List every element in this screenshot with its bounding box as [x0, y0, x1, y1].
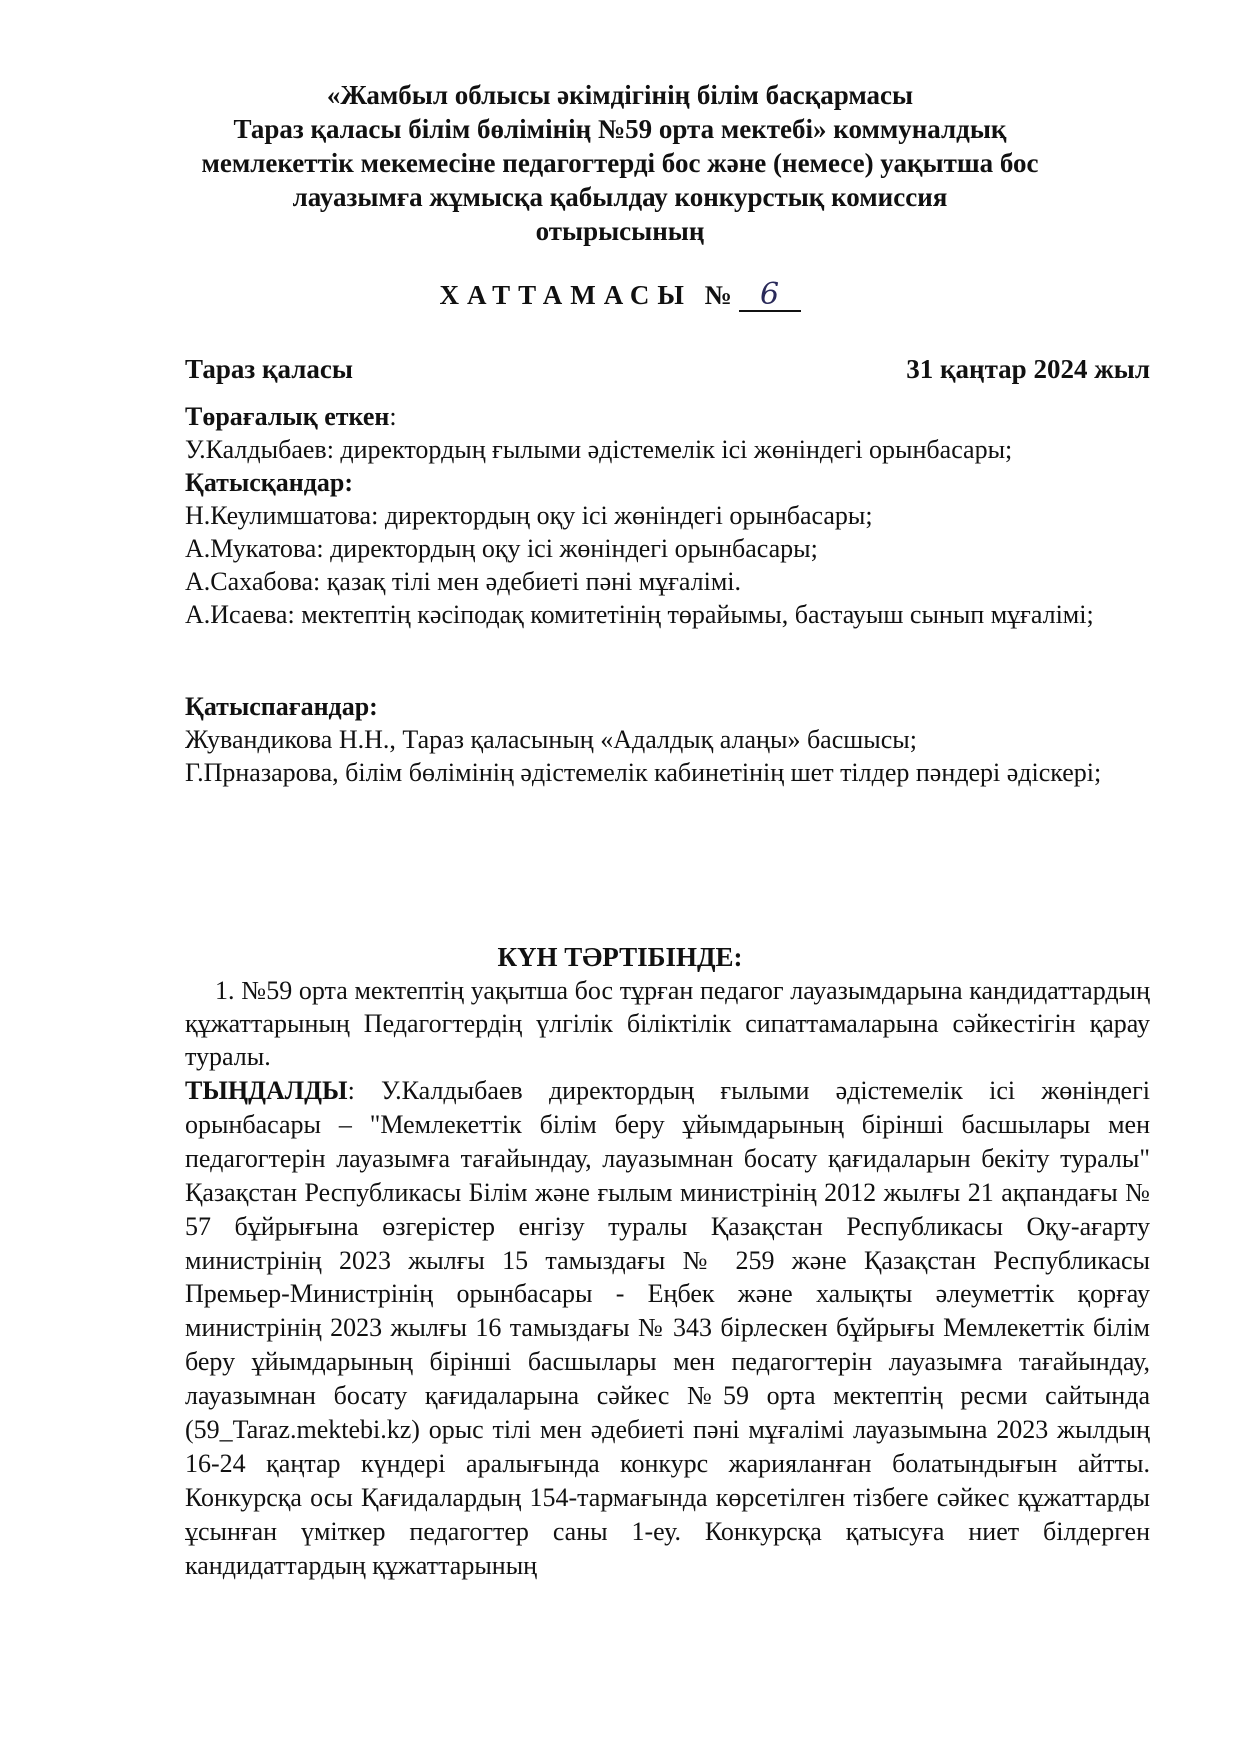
protocol-number-sign: № — [704, 280, 732, 310]
heard-text: : У.Калдыбаев директордың ғылыми әдістемелік ісі жөніндегі орынбасары – "Мемлекеттік білім беру ұйымдарының бірінші басшылары мен педагогтерін лауазымға тағайындау, лауазымнан босату қағидаларын бекіту туралы" Қазақстан Республикасы Білім және ғылым министрінің 2012 жылғы 21 ақпандағы № 57 бұйрығына өзгерістер енгізу туралы Қазақстан Республикасы Оқу-ағарту министрінің 2023 жылғы 15 тамыздағы № 259 және Қазақстан Республикасы Премьер-Министрінің орынбасары - Еңбек және халықты әлеуметтік қорғау министрінің 2023 жылғы 16 тамыздағы № 343 бірлескен бұйрығы Мемлекеттік білім беру ұйымдарының бірінші басшылары мен педагогтерін лауазымға тағайындау, лауазымнан босату қағидаларына сәйкес №59 орта мектептің ресми сайтында (59_Taraz.mektebi.kz) орыс тілі мен әдебиеті пәні мұғалімі лауазымына 2023 жылдың 16-24 қаңтар күндері аралығында конкурс жарияланған болатындығын айтты. Конкурсқа осы Қағидалардың 154-тармағында көрсетілген тізбеге сәйкес құжаттарды ұсынған үміткер педагогтер саны 1-еу. Конкурсқа қатысуға ниет білдерген кандидаттардың құжаттарының — [185, 1076, 1150, 1580]
absent-label: Қатыспағандар: — [185, 692, 378, 721]
header-line-1: «Жамбыл облысы әкімдігінің білім басқармасы — [326, 80, 914, 110]
protocol-number-handwritten: 6 — [739, 280, 801, 312]
chaired-label: Төрағалық еткен — [185, 402, 390, 431]
protocol-title-line — [0, 278, 1240, 312]
heard-label: ТЫҢДАЛДЫ — [185, 1076, 348, 1105]
header-line-3: мемлекеттік мекемесіне педагогтерді бос және (немесе) уақытша бос — [201, 148, 1039, 178]
document-header — [150, 78, 1090, 248]
meeting-date: 31 қаңтар 2024 жыл — [906, 354, 1150, 384]
header-line-2: Тараз қаласы білім бөлімінің №59 орта мектебі» коммуналдық — [233, 114, 1007, 144]
present-item: Н.Кеулимшатова: директордың оқу ісі жөніндегі орынбасары; — [185, 501, 873, 530]
absent-item: Г.Прназарова, білім бөлімінің әдістемелік кабинетінің шет тілдер пәндері әдіскері; — [185, 758, 1102, 787]
header-line-5: отырысының — [535, 216, 705, 246]
absent-item: Жувандикова Н.Н., Тараз қаласының «Адалдық алаңы» басшысы; — [185, 725, 917, 754]
city-name: Тараз қаласы — [185, 354, 353, 384]
protocol-title: ХАТТАМАСЫ — [439, 280, 692, 310]
present-item: А.Мукатова: директордың оқу ісі жөніндегі орынбасары; — [185, 534, 818, 563]
chaired-colon: : — [389, 402, 397, 431]
absent-section — [185, 690, 1150, 789]
present-section — [185, 466, 1150, 631]
chaired-text: У.Калдыбаев: директордың ғылыми әдістемелік ісі жөніндегі орынбасары; — [185, 435, 1013, 464]
agenda-heading: КҮН ТӘРТІБІНДЕ: — [497, 942, 743, 972]
present-label: Қатысқандар: — [185, 468, 354, 497]
heard-section — [185, 1074, 1150, 1583]
agenda-item-1: 1. №59 орта мектептің уақытша бос тұрған педагог лауазымдарына кандидаттардың құжаттарының Педагогтердің үлгілік біліктілік сипаттамаларына сәйкестігін қарау туралы. — [185, 976, 1150, 1071]
header-line-4: лауазымға жұмысқа қабылдау конкурстық комиссия — [292, 182, 948, 212]
present-item: А.Исаева: мектептің кәсіподақ комитетінің төрайымы, бастауыш сынып мұғалімі; — [185, 600, 1094, 629]
present-item: А.Сахабова: қазақ тілі мен әдебиеті пәні мұғалімі. — [185, 567, 742, 596]
chaired-section — [185, 372, 1150, 466]
